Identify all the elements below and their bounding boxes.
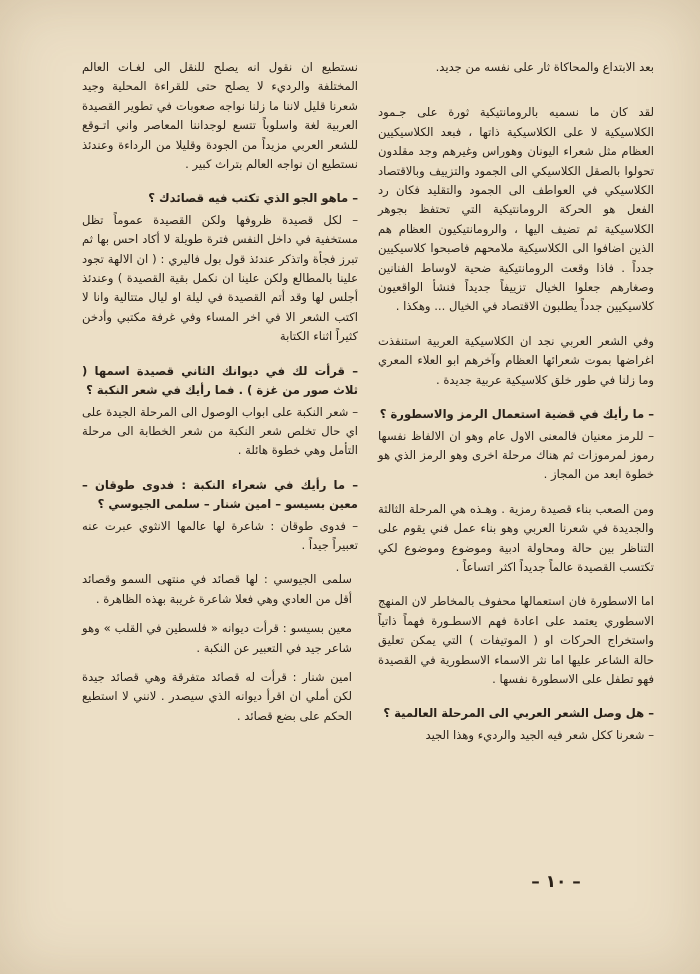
- poet-opinion: امين شنار : قرأت له قصائد متفرقة وهي قصائد جيدة لكن أملي ان اقرأ ديوانه الذي سيصدر . لانني لا استطيع الحكم على بضع قصائد .: [82, 669, 352, 723]
- interview-question: – قرأت لك في ديوانك الثاني قصيدة اسمها ( ثلاث صور من غزة ) . فما رأيك في شعر النكبة ؟: [82, 363, 358, 398]
- paragraph: نستطيع ان نقول انه يصلح للنقل الى لغـات العالم المختلفة والرديء لا يصلح حتى للقراءة المحلية وجيد شعرنا قليل لاننا ما زلنا نواجه صعوبات في تطوير القصيدة العربية لغة واسلوباً تتسع لوجداننا المعاصر واني اتـوقع للشعر العربي مزيداً من الجودة وقليلا من الرداءة وعندئذ نستطيع ان نواجه العالم بتراث كبير .: [82, 60, 358, 172]
- right-column: [378, 58, 654, 760]
- interview-question: – ماهو الجو الذي تكتب فيه قصائدك ؟: [148, 191, 358, 206]
- page-number: – ١٠ –: [531, 872, 581, 892]
- paragraph: ومن الصعب بناء قصيدة رمزية . وهـذه هي المرحلة الثالثة والجديدة في شعرنا العربي وهو بناء عمل فني يقوم على التناظر بين حالة ومحاولة ادبية وموضوع وموضوع لكي تكتسب القصيدة عالماً جديداً اكثر اتساعاً .: [378, 501, 654, 574]
- paragraph: لقد كان ما نسميه بالرومانتيكية ثورة على جـمود الكلاسيكية لا على الكلاسيكية ذاتها ، فبعد الكلاسيكيين العظام مثل شعراء اليونان وهوراس وغيرهم وجد مقلدون تحولوا بالصقل الكلاسيكي الى الجمود والتزييف وبالاقتصاد الكلاسيكي في العواطف الى الجمود والتقليد فكان رد الفعل هو الحركة الرومانتيكية التي تحتفظ بجوهر الكلاسيكية ثم تضيف اليها ، والرومانتيكيون العظام هم الذين اضافوا الى الكلاسيكية ملامحهم فاصبحوا كلاسيكيين جدداً . فاذا وقعت الرومانتيكية ضحية لاوساط الفنانين وصغارهم جعلوا الخيال تزييفاً جديداً فنشأ الواقعيون كلاسيكيين جدداً يطلبون الاقتصاد في الخيال ... وهكذا .: [378, 105, 654, 314]
- paragraph: اما الاسطورة فان استعمالها محفوف بالمخاطر لان المنهج الاسطوري يعتمد على اعادة فهم الاسطـورة فهماً ذاتياً واستخراج الحركات او ( الموتيفات ) التي يمكن تعليق حالة الشاعر عليها اما نثر الاسماء الاسطورية في القصيدة فهو تطفل على الاسطورة نفسها .: [378, 594, 654, 686]
- interview-question: – هل وصل الشعر العربي الى المرحلة العالمية ؟: [383, 706, 654, 721]
- interview-question: – ما رأيك في قضية استعمال الرمز والاسطورة ؟: [379, 407, 654, 422]
- paragraph: وفي الشعر العربي نجد ان الكلاسيكية العربية استنفذت اغراضها بموت شعرائها العظام وآخرهم ابو العلاء المعري وما زلنا في طور خلق كلاسيكية عربية جديدة .: [378, 333, 654, 387]
- left-column: [82, 58, 358, 736]
- paragraph: – شعر النكبة على ابواب الوصول الى المرحلة الجيدة على اي حال تخلص شعر النكبة من شعر الخطابة الى مرحلة التأمل وهي خطوة هائلة .: [82, 404, 358, 458]
- interview-question: – ما رأيك في شعراء النكبة : فدوى طوقان – معين بسيسو – امين شنار – سلمى الجيوسي ؟: [82, 477, 358, 512]
- paragraph: – للرمز معنيان فالمعنى الاول عام وهو ان الالفاظ نفسها رموز لمرموزات ثم هناك مرحلة اخرى وهو الرمز الذي هو خطوة ابعد من المجاز .: [378, 428, 654, 482]
- paragraph: – شعرنا ككل شعر فيه الجيد والرديء وهذا الجيد: [425, 727, 654, 742]
- paragraph: بعد الابتداع والمحاكاة ثار على نفسه من جديد.: [435, 60, 654, 74]
- paragraph: – فدوى طوقان : شاعرة لها عالمها الانثوي عبرت عنه تعبيراً جيداً .: [82, 518, 358, 552]
- poet-opinion: سلمى الجيوسي : لها قصائد في منتهى السمو وقصائد أقل من العادي وهي فعلا شاعرة غريبة بهذه الظاهرة .: [82, 572, 352, 606]
- paragraph: – لكل قصيدة ظروفها ولكن القصيدة عموماً تظل مستخفية في داخل النفس فترة طويلة لا أكاد احس بها ثم تبرز فجأة واتذكر عندئذ قول بول فاليري : ( ان الالهة تجود علينا بالمطالع ولكن علينا ان نكمل بقية القصيدة ) وعندئذ أجلس لها وقد أتم القصيدة في ليلة او ليال متتالية وانا لا اكتب الشعر الا في اخر المساء وفي غرفة مكتبي وأدخن كثيراً اثناء الكتابة: [82, 212, 358, 344]
- poet-opinion: معين بسيسو : قرأت ديوانه « فلسطين في القلب » وهو شاعر جيد في التعبير عن النكبة .: [82, 621, 352, 655]
